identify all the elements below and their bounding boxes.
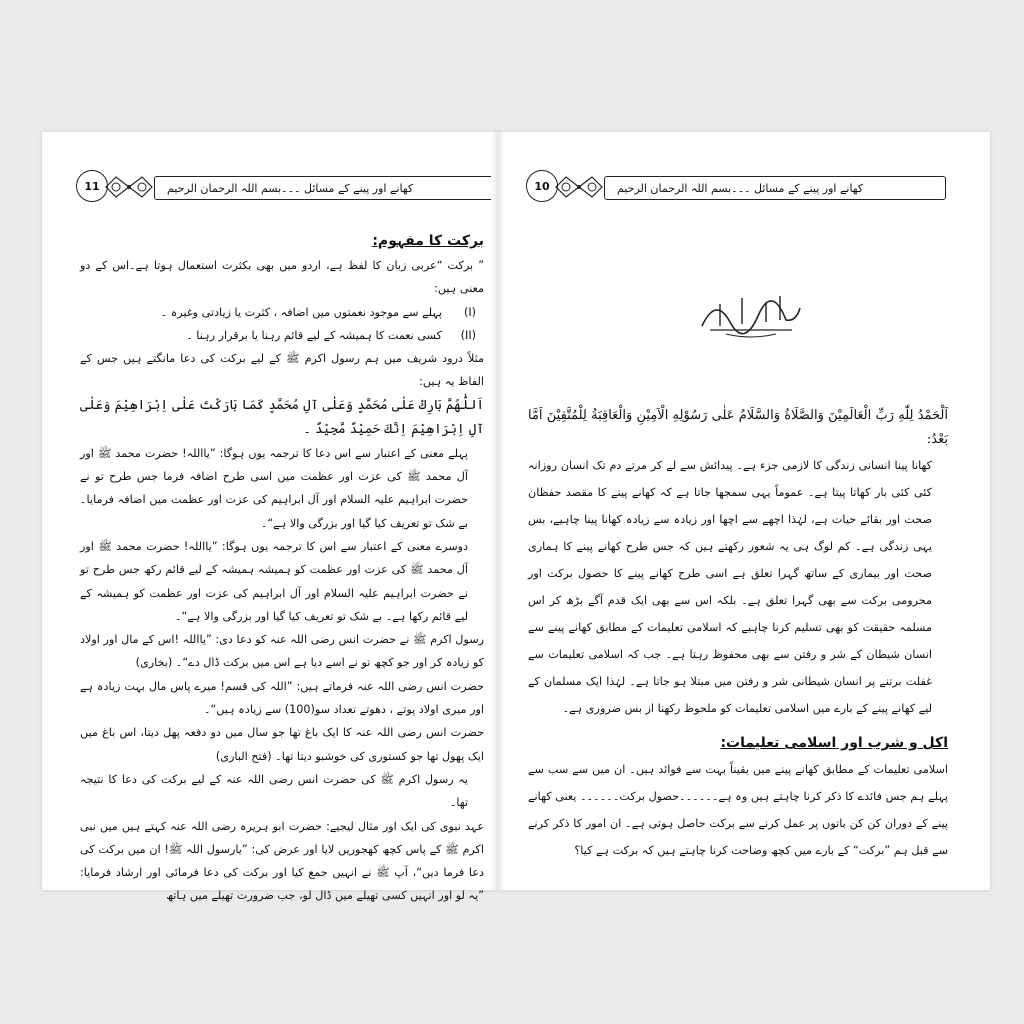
paragraph: پہلے معنی کے اعتبار سے اس دعا کا ترجمہ یوں ہوگا: ”یااللہ! حضرت محمد ﷺ اور آل محمد ﷺ کی عزت اور عظمت میں اسی طرح اضافہ فرما جس طرح تو نے حضرت ابراہیم علیہ السلام اور آل ابراہیم کی عزت اور عظمت میں اضافہ فرمایا۔ بے شک تو تعریف کیا گیا اور بزرگی والا ہے“۔ <box>80 446 468 530</box>
arabic-opening: اَلْحَمْدُ لِلّٰهِ رَبِّ الْعَالَمِيْنَ وَالصَّلَاةُ وَالسَّلَامُ عَلٰى رَسُوْلِهِ الْاَمِيْنِ وَالْعَاقِبَةُ لِلْمُتَّقِيْنَ اَمَّا بَعْدُ: <box>528 408 948 447</box>
page-number: 11 <box>76 170 108 202</box>
arabic-durood: اَللّٰھُمَّ بَارِكْ عَلٰى مُحَمَّدٍ وَعَلٰى آلِ مُحَمَّدٍ كَمَا بَارَكْتَ عَلٰى اِبْرَاهِيْمَ وَعَلٰى آلِ اِبْرَاهِيْمَ اِنَّكَ حَمِيْدٌ مَّجِيْدٌ ۔ <box>80 397 484 437</box>
list-item <box>80 324 484 347</box>
book-spread <box>42 132 990 903</box>
right-page <box>520 132 990 890</box>
page-number: 10 <box>526 170 558 202</box>
paragraph: مثلاً درود شریف میں ہم رسول اکرم ﷺ کے لیے برکت کی دعا مانگتے ہیں جس کے الفاظ یہ ہیں: <box>80 352 484 389</box>
ornament-icon <box>554 174 604 200</box>
bismillah-calligraphy-icon <box>696 286 806 342</box>
left-page-header <box>76 170 494 204</box>
paragraph: حضرت انس رضی اللہ عنہ فرماتے ہیں: ”اللہ کی قسم! میرے پاس مال بہت زیادہ ہے اور میری اولاد پوتے ، دھوتے تعداد سو(100) سے زیادہ ہیں“۔ <box>80 679 484 717</box>
left-page-body <box>80 228 484 908</box>
book-gutter <box>491 132 505 890</box>
paragraph: ” برکت “عربی زبان کا لفظ ہے، اردو میں بھی بکثرت استعمال ہوتا ہے۔اس کے دو معنی ہیں: <box>80 259 484 296</box>
paragraph: یہ رسول اکرم ﷺ کی حضرت انس رضی اللہ عنہ کے لیے برکت کی دعا کا نتیجہ تھا۔ <box>80 772 468 810</box>
section-heading: برکت کا مفہوم: <box>372 233 484 249</box>
right-page-header <box>526 170 946 204</box>
paragraph: رسول اکرم ﷺ نے حضرت انس رضی اللہ عنہ کو دعا دی: ”یااللہ !اس کے مال اور اولاد کو زیادہ کر اور جو کچھ تو نے اسے دیا ہے اس میں برکت ڈال دے“۔ (بخاری) <box>80 633 484 670</box>
list-item-number: (II) <box>460 328 476 342</box>
ornament-icon <box>104 174 154 200</box>
list-item-text: پہلے سے موجود نعمتوں میں اضافہ ، کثرت یا زیادتی وغیرہ ۔ <box>160 305 442 319</box>
paragraph: عہد نبوی کی ایک اور مثال لیجیے: حضرت ابو ہریرہ رضی اللہ عنہ کہتے ہیں میں نبی اکرم ﷺ کے پاس کچھ کھجوریں لایا اور عرض کی: ”یارسول اللہ ﷺ! ان میں برکت کی دعا فرما دیں“، آپ ﷺ نے انہیں جمع کیا اور برکت کی دعا فرمائی اور ارشاد فرمایا: ”یہ لو اور انہیں کسی تھیلے میں ڈال لو، جب ضرورت تھیلے میں ہاتھ <box>80 819 484 903</box>
list-item <box>80 301 484 324</box>
section-heading: اکل و شرب اور اسلامی تعلیمات: <box>720 735 948 751</box>
paragraph: کھانا پینا انسانی زندگی کا لازمی جزء ہے۔ پیدائش سے لے کر مرتے دم تک انسان روزانہ کئی کئی بار کھاتا پیتا ہے۔ عموماً یہی سمجھا جاتا ہے کہ کھانے پینے کا مقصد حفظان صحت اور بقائے حیات ہے، لہٰذا اچھے سے اچھا اور زیادہ سے زیادہ کھانا پینا چاہیے، بس یہی زندگی ہے۔ کم لوگ ہی یہ شعور رکھتے ہیں کہ جس طرح کھانے پینے کا ہماری صحت اور بیماری کے ساتھ گہرا تعلق ہے اسی طرح کھانے پینے کا حصول برکت اور محرومی برکت سے بھی گہرا تعلق ہے۔ بلکہ اس سے بھی ایک قدم آگے بڑھ کر اس مسلمہ حقیقت کو بھی تسلیم کرنا چاہیے کہ اسلامی تعلیمات کے مطابق کھانے پینے سے انسان شیطان کے شر و رفتن سے بھی محفوظ رہتا ہے۔ جب کہ اسلامی تعلیمات سے غفلت برتنے پر انسان شیطانی شر و رفتن میں مبتلا ہو جاتا ہے۔ لہٰذا ایک مسلمان کے لیے کھانے پینے کے بارے میں اسلامی تعلیمات کو ملحوظ رکھنا از بس ضروری ہے۔ <box>528 459 932 715</box>
paragraph: حضرت انس رضی اللہ عنہ کا ایک باغ تھا جو سال میں دو دفعہ پھل دیتا، اس باغ میں ایک پھول تھا جو کستوری کی خوشبو دیتا تھا۔ (فتح الباری) <box>80 726 484 763</box>
left-page <box>42 132 516 903</box>
list-item-text: کسی نعمت کا ہمیشہ کے لیے قائم رہنا یا برقرار رہنا ۔ <box>186 328 442 342</box>
paragraph: دوسرے معنی کے اعتبار سے اس کا ترجمہ یوں ہوگا: ”یااللہ! حضرت محمد ﷺ اور آل محمد ﷺ کی عزت اور عظمت کو ہمیشہ ہمیشہ کے لیے قائم رکھ جس طرح تو نے حضرت ابراہیم علیہ السلام اور آل ابراہیم کی عزت اور عظمت کو ہمیشہ کے لیے قائم رکھا ہے۔ بے شک تو تعریف کیا گیا اور بزرگی والا ہے“۔ <box>80 539 468 623</box>
right-page-body <box>528 404 948 864</box>
header-title: کھانے اور پینے کے مسائل ۔۔۔بسم اللہ الرحمان الرحیم <box>154 176 494 200</box>
list-item-number: (I) <box>463 305 476 319</box>
paragraph: اسلامی تعلیمات کے مطابق کھانے پینے میں یقیناً بہت سے فوائد ہیں۔ ان میں سے سب سے پہلے ہم جس فائدے کا ذکر کرنا چاہتے ہیں وہ ہے۔۔۔۔۔۔حصول برکت۔۔۔۔۔۔ یعنی کھانے پینے کے دوران کن کن باتوں پر عمل کرنے سے برکت حاصل ہوتی ہے۔ ان امور کا ذکر کرنے سے قبل ہم ”برکت“ کے بارے میں کچھ وضاحت کرنا چاہتے ہیں کہ برکت ہے کیا؟ <box>528 763 948 857</box>
header-title: کھانے اور پینے کے مسائل ۔۔۔بسم اللہ الرحمان الرحیم <box>604 176 946 200</box>
